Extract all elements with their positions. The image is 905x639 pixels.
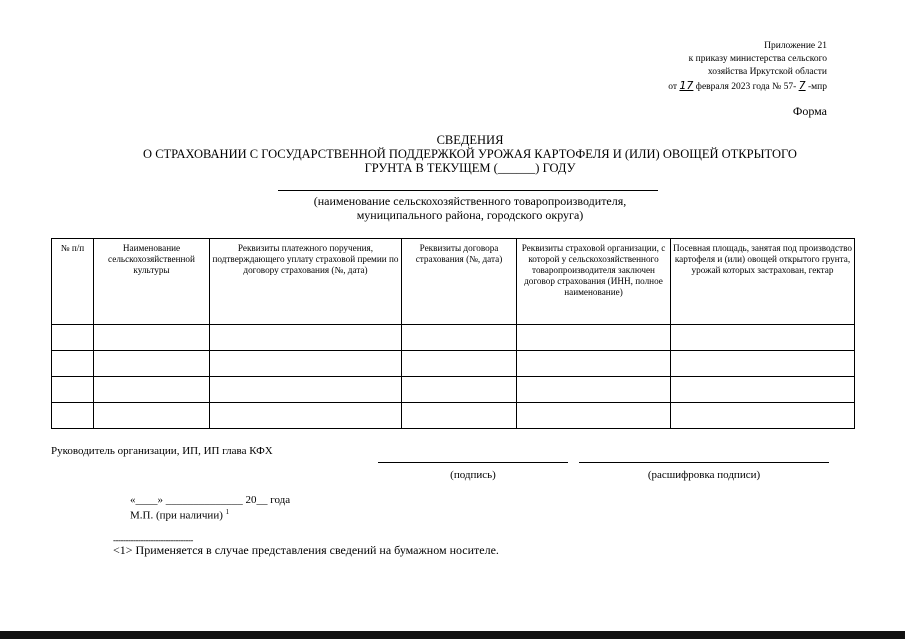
signature-decode-caption: (расшифровка подписи) bbox=[647, 469, 761, 481]
header-payment-order: Реквизиты платежного поручения, подтверждающего уплату страховой премии по договору страхования (№, дата) bbox=[210, 239, 402, 325]
head-signatory-label: Руководитель организации, ИП, ИП глава КФХ bbox=[51, 445, 273, 457]
insurance-table bbox=[51, 238, 855, 429]
footnote-separator: -------------------------------- bbox=[113, 535, 193, 545]
handwritten-day: 17 bbox=[679, 79, 694, 92]
handwritten-number: 7 bbox=[798, 79, 806, 92]
appendix-order-line: к приказу министерства сельского bbox=[688, 54, 827, 64]
name-caption-line-2: муниципального района, городского округа) bbox=[356, 208, 584, 222]
stamp-label bbox=[130, 508, 229, 522]
table-cell[interactable] bbox=[517, 351, 671, 377]
table-cell[interactable] bbox=[52, 325, 94, 351]
table-cell[interactable] bbox=[210, 377, 402, 403]
table-cell[interactable] bbox=[517, 377, 671, 403]
table-header-row bbox=[52, 239, 855, 325]
scan-bottom-edge bbox=[0, 631, 905, 639]
name-caption-line-1: (наименование сельскохозяйственного товаропроизводителя, bbox=[313, 194, 627, 208]
stamp-text: М.П. (при наличии) bbox=[130, 509, 223, 522]
date-prefix: от bbox=[668, 82, 678, 92]
table-row bbox=[52, 377, 855, 403]
header-area: Посевная площадь, занятая под производство картофеля и (или) овощей открытого грунта, урожай которых застрахован, гектар bbox=[671, 239, 855, 325]
document-title bbox=[70, 133, 870, 175]
title-line-1: СВЕДЕНИЯ bbox=[436, 133, 504, 147]
table-cell[interactable] bbox=[52, 377, 94, 403]
table-row bbox=[52, 325, 855, 351]
form-label: Форма bbox=[792, 104, 827, 118]
appendix-block bbox=[668, 40, 827, 94]
table-cell[interactable] bbox=[210, 351, 402, 377]
signature-caption: (подпись) bbox=[450, 469, 496, 481]
footnote-text: <1> Применяется в случае представления сведений на бумажном носителе. bbox=[113, 543, 499, 557]
signature-line[interactable] bbox=[378, 462, 568, 463]
table-cell[interactable] bbox=[517, 403, 671, 429]
table-cell[interactable] bbox=[402, 351, 517, 377]
signature-decode-line[interactable] bbox=[579, 462, 829, 463]
table-cell[interactable] bbox=[94, 377, 210, 403]
table-cell[interactable] bbox=[402, 325, 517, 351]
table-row bbox=[52, 403, 855, 429]
name-fill-line bbox=[278, 190, 658, 191]
date-middle: февраля 2023 года № 57- bbox=[695, 82, 797, 92]
table-cell[interactable] bbox=[94, 325, 210, 351]
table-row bbox=[52, 351, 855, 377]
name-caption bbox=[230, 194, 710, 222]
table-cell[interactable] bbox=[52, 351, 94, 377]
header-number: № п/п bbox=[52, 239, 94, 325]
table-cell[interactable] bbox=[94, 351, 210, 377]
table-cell[interactable] bbox=[517, 325, 671, 351]
appendix-ministry-line: хозяйства Иркутской области bbox=[707, 67, 827, 77]
table-cell[interactable] bbox=[94, 403, 210, 429]
table-cell[interactable] bbox=[671, 351, 855, 377]
appendix-date-line bbox=[668, 79, 827, 94]
header-crop-name: Наименование сельскохозяйственной культуры bbox=[94, 239, 210, 325]
date-suffix: -мпр bbox=[807, 82, 827, 92]
table-cell[interactable] bbox=[671, 377, 855, 403]
table-cell[interactable] bbox=[210, 325, 402, 351]
table-cell[interactable] bbox=[402, 377, 517, 403]
title-line-2: О СТРАХОВАНИИ С ГОСУДАРСТВЕННОЙ ПОДДЕРЖКОЙ УРОЖАЯ КАРТОФЕЛЯ И (ИЛИ) ОВОЩЕЙ ОТКРЫТОГО bbox=[143, 147, 797, 161]
table-cell[interactable] bbox=[671, 403, 855, 429]
signature-date-line: «____» ______________ 20__ года bbox=[130, 494, 291, 506]
stamp-footnote-ref: 1 bbox=[225, 508, 230, 516]
header-contract: Реквизиты договора страхования (№, дата) bbox=[402, 239, 517, 325]
table-cell[interactable] bbox=[671, 325, 855, 351]
table-cell[interactable] bbox=[402, 403, 517, 429]
table-cell[interactable] bbox=[210, 403, 402, 429]
title-line-3: ГРУНТА В ТЕКУЩЕМ (______) ГОДУ bbox=[364, 161, 576, 175]
header-insurer: Реквизиты страховой организации, с которой у сельскохозяйственного товаропроизводителя заключен договор страхования (ИНН, полное наименование) bbox=[517, 239, 671, 325]
appendix-title: Приложение 21 bbox=[764, 41, 827, 51]
table-cell[interactable] bbox=[52, 403, 94, 429]
